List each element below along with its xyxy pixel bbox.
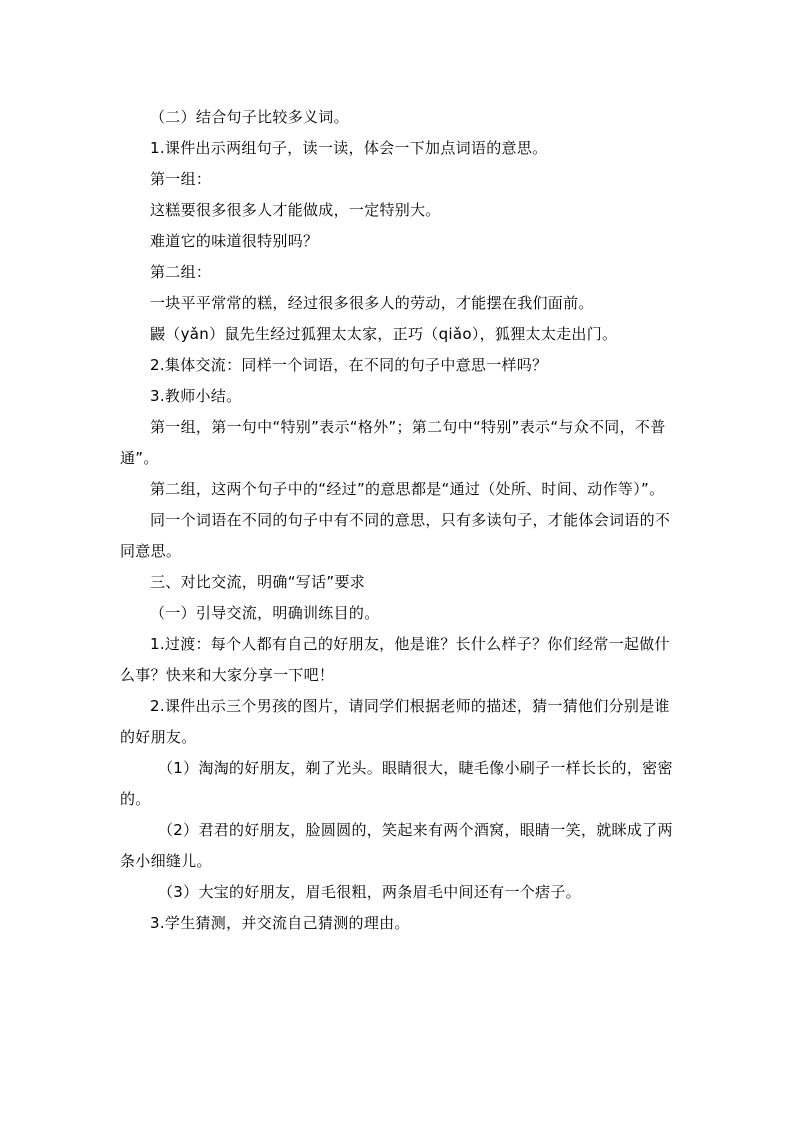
group-two-label: 第二组：: [150, 263, 212, 281]
section-heading-writing: 三、对比交流，明确“写话”要求: [150, 573, 366, 591]
summary-group-one: 第一组，第一句中“特别”表示“格外”；第二句中“特别”表示“与众不同，不普通”。: [120, 418, 666, 467]
group-one-label: 第一组：: [150, 170, 212, 188]
group-two-sentence-2: 鼹（yǎn）鼠先生经过狐狸太太家，正巧（qiǎo），狐狸太太走出门。: [150, 325, 618, 343]
summary-conclusion: 同一个词语在不同的句子中有不同的意思，只有多读句子，才能体会词语的不同意思。: [120, 511, 671, 560]
step-student-guess: 3.学生猜测，并交流自己猜测的理由。: [150, 914, 410, 932]
description-taotao-friend: （1）淘淘的好朋友，剃了光头。眼睛很大，睫毛像小刷子一样长长的，密密的。: [120, 759, 673, 808]
group-one-sentence-2: 难道它的味道很特别吗？: [150, 232, 319, 250]
step-teacher-summary: 3.教师小结。: [150, 387, 242, 405]
group-one-sentence-1: 这糕要很多很多人才能做成，一定特别大。: [150, 201, 441, 219]
group-two-sentence-1: 一块平平常常的糕，经过很多很多人的劳动，才能摆在我们面前。: [150, 294, 594, 312]
step-show-pictures: 2.课件出示三个男孩的图片，请同学们根据老师的描述，猜一猜他们分别是谁的好朋友。: [120, 697, 670, 746]
section-heading-compare-polysemy: （二）结合句子比较多义词。: [150, 108, 349, 126]
summary-group-two: 第二组，这两个句子中的“经过”的意思都是“通过（处所、时间、动作等）”。: [150, 480, 665, 498]
description-dabao-friend: （3）大宝的好朋友，眉毛很粗，两条眉毛中间还有一个痞子。: [158, 883, 581, 901]
step-group-discussion: 2.集体交流：同样一个词语，在不同的句子中意思一样吗？: [150, 356, 548, 374]
step-transition: 1.过渡：每个人都有自己的好朋友，他是谁？长什么样子？你们经常一起做什么事？快来和大家分享一下吧！: [120, 635, 670, 684]
subsection-heading-guide: （一）引导交流，明确训练目的。: [150, 604, 380, 622]
step-show-sentences: 1.课件出示两组句子，读一读，体会一下加点词语的意思。: [150, 139, 548, 157]
description-junjun-friend: （2）君君的好朋友，脸圆圆的，笑起来有两个酒窝，眼睛一笑，就眯成了两条小细缝儿。: [120, 821, 673, 870]
document-body: [120, 102, 676, 939]
